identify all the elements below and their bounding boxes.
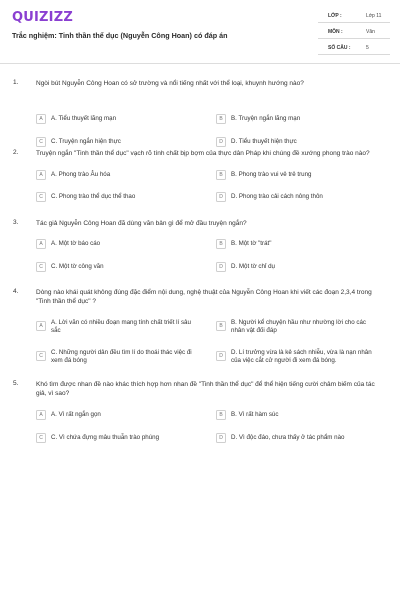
- option-letter-box[interactable]: D: [216, 137, 226, 147]
- option-letter-box[interactable]: D: [216, 433, 226, 443]
- worksheet-meta: [318, 10, 390, 58]
- question-text: Dòng nào khái quát không đúng đặc điểm nội dung, nghệ thuật của Nguyễn Công Hoan khi viết các đoạn 2,3,4 trong "Tinh thần thể dục" ?: [36, 289, 372, 305]
- option-letter-box[interactable]: B: [216, 114, 226, 124]
- option-text: C. Những người dân đều tìm lí do thoái thác việc đi xem đá bóng: [51, 349, 192, 364]
- option-letter-box[interactable]: D: [216, 262, 226, 272]
- option-letter-box[interactable]: C: [36, 433, 46, 443]
- meta-label: LỚP :: [328, 13, 342, 19]
- option-text: A. Vì rất ngắn gọn: [51, 411, 101, 418]
- page-title: Trắc nghiệm: Tinh thần thể dục (Nguyễn Công Hoan) có đáp án: [12, 31, 228, 40]
- meta-label: MÔN :: [328, 29, 343, 35]
- option-letter-box[interactable]: C: [36, 192, 46, 202]
- meta-value: Văn: [366, 29, 375, 35]
- question-number: 2.: [13, 149, 19, 156]
- option-text: D. Lí trưởng vừa là kẻ sách nhiễu, vừa là nạn nhân của việc cắt cử người đi xem đá bóng.: [231, 349, 372, 364]
- question-text: Ngòi bút Nguyễn Công Hoan có sở trường và nổi tiếng nhất với thể loại, khuynh hướng nào?: [36, 80, 304, 87]
- option-text: D. Phong trào cải cách nông thôn: [231, 193, 323, 200]
- option-text: A. Lời văn có nhiều đoạn mang tính chất triết lí sâu sắc: [51, 319, 191, 334]
- option-text: C. Một tờ công văn: [51, 263, 104, 270]
- option-letter-box[interactable]: B: [216, 321, 226, 331]
- question-number: 1.: [13, 79, 19, 86]
- question-number: 3.: [13, 219, 19, 226]
- meta-row-grade: [318, 10, 390, 23]
- option-text: A. Phong trào Âu hóa: [51, 171, 111, 178]
- question-text: Tác giả Nguyễn Công Hoan đã dùng văn bản gì để mở đầu truyện ngắn?: [36, 220, 247, 227]
- option-letter-box[interactable]: B: [216, 410, 226, 420]
- option-text: B. Một tờ "trát": [231, 240, 272, 247]
- option-letter-box[interactable]: D: [216, 351, 226, 361]
- worksheet-header: [0, 0, 400, 62]
- question-number: 4.: [13, 288, 19, 295]
- option-text: B. Người kể chuyện hầu như nhường lời cho các nhân vật đối đáp: [231, 319, 367, 334]
- option-text: C. Phong trào thể dục thể thao: [51, 193, 136, 200]
- option-text: C. Truyện ngắn hiện thực: [51, 138, 121, 145]
- meta-row-question-count: [318, 42, 390, 55]
- option-text: A. Một tờ báo cáo: [51, 240, 101, 247]
- option-letter-box[interactable]: B: [216, 170, 226, 180]
- option-text: B. Phong trào vui vẻ trẻ trung: [231, 171, 312, 178]
- option-letter-box[interactable]: C: [36, 137, 46, 147]
- option-text: D. Tiểu thuyết hiện thực: [231, 138, 297, 145]
- option-letter-box[interactable]: A: [36, 170, 46, 180]
- question-text: Khó tìm được nhan đề nào khác thích hợp hơn nhan đề "Tinh thần thể dục" để thể hiện tiếng cười châm biếm của tác giả, vì sao?: [36, 381, 375, 397]
- option-text: B. Truyện ngắn lãng mạn: [231, 115, 301, 122]
- option-letter-box[interactable]: B: [216, 239, 226, 249]
- option-text: A. Tiểu thuyết lãng mạn: [51, 115, 117, 122]
- option-letter-box[interactable]: C: [36, 262, 46, 272]
- header-divider: [0, 63, 400, 64]
- meta-row-subject: [318, 26, 390, 39]
- question-text: Truyện ngắn "Tinh thần thể dục" vạch rõ tính chất bịp bợm của thực dân Pháp khi chúng đề xướng phong trào nào?: [36, 150, 370, 157]
- option-text: B. Vì rất hàm súc: [231, 411, 279, 418]
- meta-value: Lớp 11: [366, 13, 382, 19]
- option-letter-box[interactable]: A: [36, 114, 46, 124]
- option-letter-box[interactable]: A: [36, 321, 46, 331]
- option-letter-box[interactable]: C: [36, 351, 46, 361]
- option-letter-box[interactable]: D: [216, 192, 226, 202]
- option-text: D. Một tờ chỉ dụ: [231, 263, 275, 270]
- meta-label: SỐ CÂU :: [328, 45, 351, 51]
- option-text: D. Vì độc đáo, chưa thấy ở tác phẩm nào: [231, 434, 345, 441]
- option-text: C. Vì chứa đựng mâu thuẫn trào phúng: [51, 434, 160, 441]
- option-letter-box[interactable]: A: [36, 410, 46, 420]
- option-letter-box[interactable]: A: [36, 239, 46, 249]
- meta-value: 5: [366, 45, 369, 51]
- question-number: 5.: [13, 380, 19, 387]
- quizizz-logo: QUIZIZZ: [12, 10, 73, 25]
